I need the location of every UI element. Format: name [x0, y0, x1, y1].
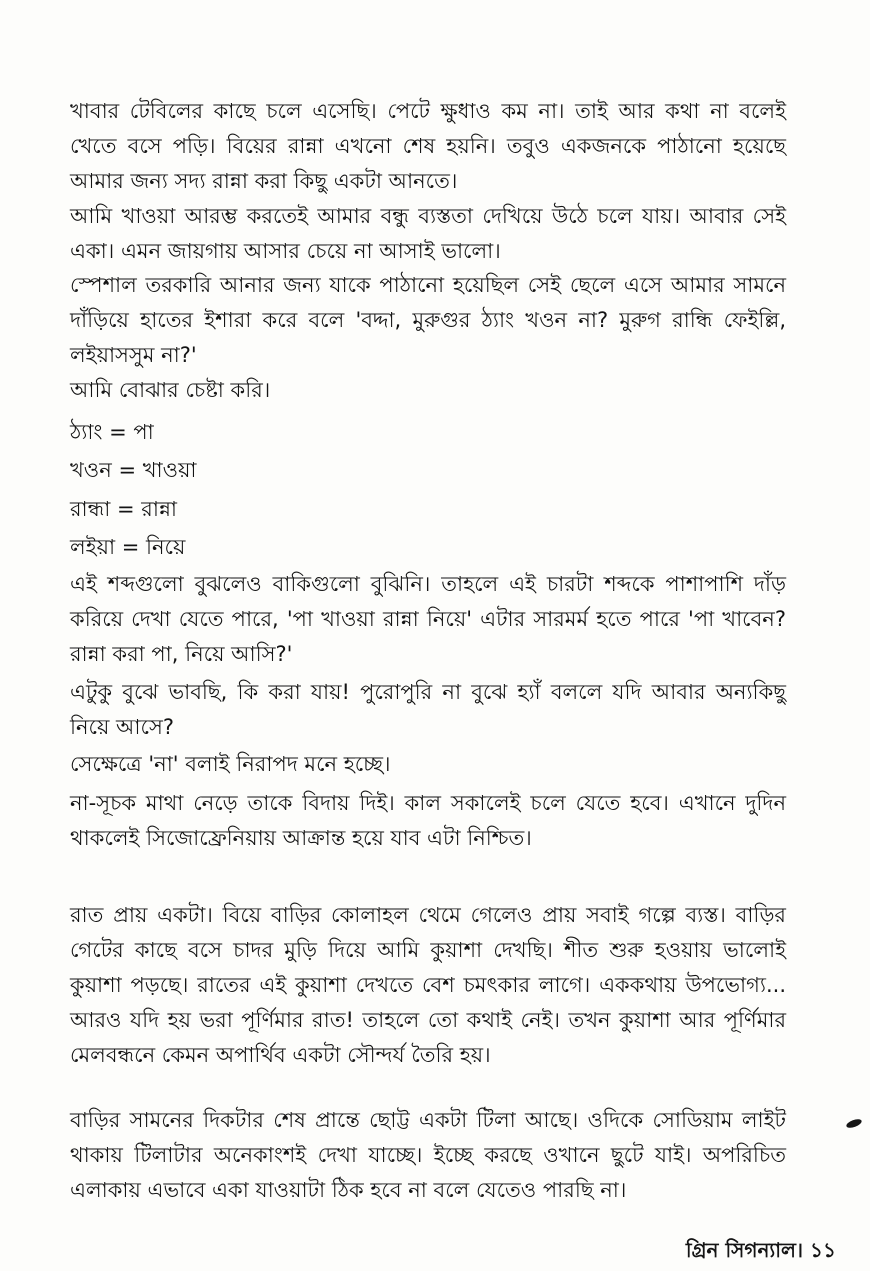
paragraph-1: খাবার টেবিলের কাছে চলে এসেছি। পেটে ক্ষুধাও কম না। তাই আর কথা না বলেই খেতে বসে পড়ি। বিয়ের রান্না এখনো শেষ হয়নি। তবুও একজনকে পাঠানো হয়েছে আমার জন্য সদ্য রান্না করা কিছু একটা আনতে। — [70, 99, 786, 193]
paragraph-8: না-সূচক মাথা নেড়ে তাকে বিদায় দিই। কাল সকালেই চলে যেতে হবে। এখানে দুদিন থাকলেই সিজোফ্রেনিয়ায় আক্রান্ত হয়ে যাব এটা নিশ্চিত। — [70, 791, 786, 850]
word-equation-1: ঠ্যাং = পা — [70, 420, 154, 444]
paragraph-4: আমি বোঝার চেষ্টা করি। — [70, 378, 271, 402]
word-equation-2: খওন = খাওয়া — [70, 458, 197, 482]
paragraph-3: স্পেশাল তরকারি আনার জন্য যাকে পাঠানো হয়েছিল সেই ছেলে এসে আমার সামনে দাঁড়িয়ে হাতের ইশারা করে বলে 'বদ্দা, মুরুগুর ঠ্যাং খওন না? মুরুগ রান্ধি ফেইল্লি, লইয়াসসুম না?' — [70, 273, 786, 367]
word-equation-4: লইয়া = নিয়ে — [70, 535, 186, 559]
paragraph-2: আমি খাওয়া আরম্ভ করতেই আমার বন্ধু ব্যস্ততা দেখিয়ে উঠে চলে যায়। আবার সেই একা। এমন জায়গায় আসার চেয়ে না আসাই ভালো। — [70, 204, 786, 263]
word-equation-3: রান্ধা = রান্না — [70, 497, 178, 521]
paragraph-10: বাড়ির সামনের দিকটার শেষ প্রান্তে ছোট্ট একটা টিলা আছে। ওদিকে সোডিয়াম লাইট থাকায় টিলাটার অনেকাংশই দেখা যাচ্ছে। ইচ্ছে করছে ওখানে ছুটে যাই। অপরিচিত এলাকায় এভাবে একা যাওয়াটা ঠিক হবে না বলে যেতেও পারছি না। — [70, 1108, 786, 1202]
paragraph-9: রাত প্রায় একটা। বিয়ে বাড়ির কোলাহল থেমে গেলেও প্রায় সবাই গল্পে ব্যস্ত। বাড়ির গেটের কাছে বসে চাদর মুড়ি দিয়ে আমি কুয়াশা দেখছি। শীত শুরু হওয়ায় ভালোই কুয়াশা পড়ছে। রাতের এই কুয়াশা দেখতে বেশ চমৎকার লাগে। এককথায় উপভোগ্য... আরও যদি হয় ভরা পূর্ণিমার রাত! তাহলে তো কথাই নেই। তখন কুয়াশা আর পূর্ণিমার মেলবন্ধনে কেমন অপার্থিব একটা সৌন্দর্য তৈরি হয়। — [70, 903, 786, 1067]
ink-mark — [845, 1117, 862, 1129]
page-footer: গ্রিন সিগন্যাল। ১১ — [685, 1238, 836, 1262]
paragraph-5: এই শব্দগুলো বুঝলেও বাকিগুলো বুঝিনি। তাহলে এই চারটা শব্দকে পাশাপাশি দাঁড় করিয়ে দেখা যেতে পারে, 'পা খাওয়া রান্না নিয়ে' এটার সারমর্ম হতে পারে 'পা খাবেন? রান্না করা পা, নিয়ে আসি?' — [70, 572, 786, 666]
paragraph-6: এটুকু বুঝে ভাবছি, কি করা যায়! পুরোপুরি না বুঝে হ্যাঁ বললে যদি আবার অন্যকিছু নিয়ে আসে? — [70, 680, 786, 739]
paragraph-7: সেক্ষেত্রে 'না' বলাই নিরাপদ মনে হচ্ছে। — [70, 752, 391, 776]
